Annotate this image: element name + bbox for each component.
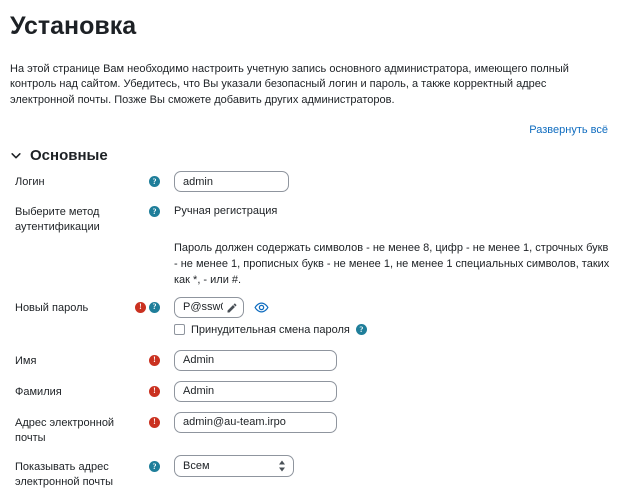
expand-all-row	[10, 120, 610, 138]
password-field-wrap	[174, 297, 244, 318]
form-row-new-password	[10, 297, 610, 318]
email-visibility-select[interactable]	[174, 455, 294, 477]
form-row-force-change	[10, 318, 610, 338]
email-input[interactable]	[174, 412, 337, 433]
help-icon[interactable]: ?	[149, 461, 160, 472]
help-icon[interactable]: ?	[149, 206, 160, 217]
password-policy-text: Пароль должен содержать символов - не менее 8, цифр - не менее 1, строчных букв - не менее 1, прописных букв - не менее 1, не менее 1 специальных символов, таких как *, - или #.	[174, 241, 610, 286]
reveal-password-icon[interactable]	[254, 300, 269, 315]
force-password-change-label[interactable]: Принудительная смена пароля	[191, 323, 350, 336]
form-row-email-visibility	[10, 455, 610, 490]
chevron-down-icon	[10, 150, 22, 162]
firstname-label: Имя	[15, 354, 37, 367]
form-row-auth-method	[10, 202, 610, 235]
force-password-change-checkbox[interactable]	[174, 324, 185, 335]
section-title: Основные	[30, 147, 108, 165]
form-row-password-policy	[10, 241, 610, 289]
section-header-general[interactable]	[10, 147, 610, 164]
help-icon[interactable]: ?	[149, 176, 160, 187]
form-row-email	[10, 412, 610, 446]
auth-method-value: Ручная регистрация	[174, 205, 278, 218]
required-icon: !	[149, 417, 160, 428]
expand-all-link[interactable]: Развернуть всё	[529, 124, 608, 137]
new-password-input[interactable]	[174, 297, 244, 318]
new-password-label: Новый пароль	[15, 301, 89, 314]
form-row-lastname	[10, 381, 610, 402]
page-title: Установка	[10, 12, 137, 40]
username-input[interactable]	[174, 171, 289, 192]
required-icon: !	[135, 302, 146, 313]
email-label: Адрес электронной почты	[15, 416, 115, 444]
auth-method-label: Выберите метод аутентификации	[15, 206, 100, 234]
lastname-label: Фамилия	[15, 385, 62, 398]
required-icon: !	[149, 386, 160, 397]
form-row-firstname	[10, 350, 610, 371]
lastname-input[interactable]	[174, 381, 337, 402]
page-description: На этой странице Вам необходимо настроить учетную запись основного администратора, имеющего полный контроль над сайтом. Убедитесь, что Вы указали безопасный логин и пароль, а также корректный адрес электронной почты. Позже Вы сможете добавить других администраторов.	[10, 63, 569, 106]
username-label: Логин	[15, 176, 45, 189]
help-icon[interactable]: ?	[149, 302, 160, 313]
form-row-username	[10, 171, 610, 192]
email-visibility-label: Показывать адрес электронной почты	[15, 461, 114, 489]
firstname-input[interactable]	[174, 350, 337, 371]
help-icon[interactable]: ?	[356, 324, 367, 335]
required-icon: !	[149, 355, 160, 366]
